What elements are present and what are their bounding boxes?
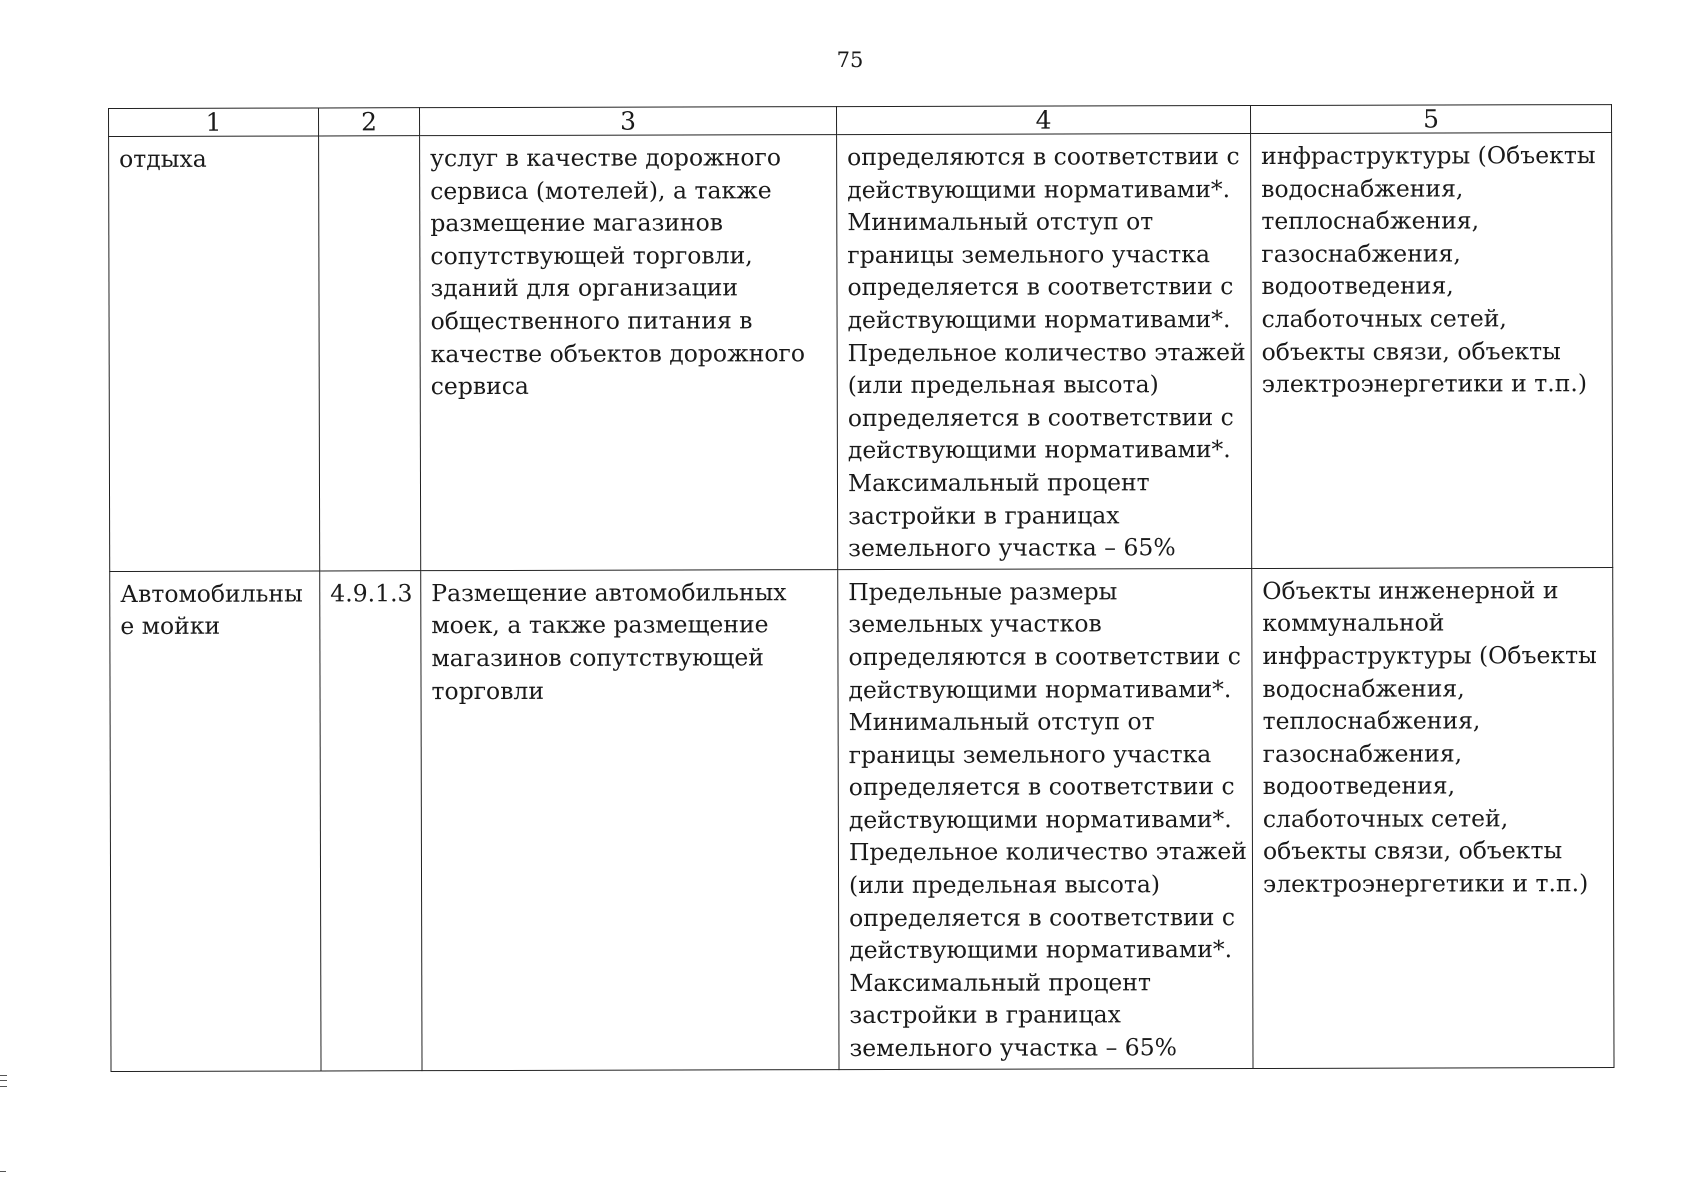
column-header-5: 5 (1250, 105, 1611, 134)
cell-text-line: теплоснабжения, (1262, 706, 1481, 736)
cell-text-line: действующими нормативами*. (847, 435, 1231, 465)
cell-text-line: слаботочных сетей, (1261, 304, 1507, 333)
cell-text-line: действующими нормативами*. (849, 935, 1233, 965)
cell-text-line: действующими нормативами*. (848, 674, 1232, 704)
cell-text-line: водоотведения, (1261, 271, 1454, 301)
cell-text-line: теплоснабжения, (1261, 206, 1480, 236)
cell-text-line: определяется в соответствии с (847, 402, 1234, 432)
cell-text-line: границы земельного участка (847, 239, 1211, 269)
cell-text-line: водоснабжения, (1262, 673, 1465, 703)
cell-text-line: земельных участков (848, 609, 1102, 639)
cell-text-line: Предельные размеры (848, 577, 1118, 606)
cell-text-line: услуг в качестве дорожного (430, 143, 782, 173)
cell-text-line: слаботочных сетей, (1262, 804, 1509, 833)
cell-text-line: водоотведения, (1262, 771, 1456, 801)
cell-text-line: Минимальный отступ от (848, 707, 1155, 737)
cell-text-line: электроэнергетики и т.п.) (1261, 369, 1588, 399)
margin-dash (0, 1171, 6, 1172)
cell-text-line: размещение магазинов (430, 208, 723, 238)
cell-infrastructure (1252, 567, 1614, 1068)
cell-text-line: качестве объектов дорожного (430, 338, 805, 368)
column-header-4: 4 (836, 106, 1250, 135)
cell-text-line: определяется в соответствии с (848, 772, 1235, 802)
cell-text-line: электроэнергетики и т.п.) (1262, 869, 1589, 899)
table-row (110, 567, 1614, 1071)
cell-text-line: магазинов сопутствующей (431, 643, 764, 673)
table-header-row (109, 105, 1612, 137)
cell-text-line: общественного питания в (430, 306, 753, 336)
cell-text-line: Предельное количество этажей (847, 337, 1246, 367)
cell-parameters (837, 134, 1252, 570)
cell-text-line: отдыха (119, 144, 207, 173)
cell-text-line: Предельное количество этажей (848, 837, 1247, 867)
cell-text-line: земельного участка – 65% (849, 1033, 1178, 1063)
column-header-3: 3 (420, 107, 837, 136)
cell-text-line: е мойки (120, 612, 221, 641)
cell-text-line: моек, а также размещение (431, 610, 769, 640)
cell-text-line: сопутствующей торговли, (430, 241, 753, 270)
margin-mark (0, 1075, 7, 1087)
cell-text-line: сервиса (мотелей), а также (430, 175, 772, 205)
cell-text-line: Автомобильны (120, 579, 303, 608)
cell-code (320, 570, 422, 1070)
cell-text-line: торговли (431, 676, 545, 705)
cell-text-line: инфраструктуры (Объекты (1262, 641, 1597, 670)
cell-parameters (838, 568, 1253, 1069)
cell-code (319, 136, 421, 571)
cell-text-line: определяется в соответствии с (847, 272, 1234, 302)
cell-text-line: действующими нормативами*. (847, 174, 1231, 204)
cell-text-line: определяются в соответствии с (848, 641, 1241, 671)
cell-text-line: границы земельного участка (848, 739, 1212, 769)
cell-use-name (110, 571, 321, 1071)
cell-text-line: водоснабжения, (1261, 174, 1464, 203)
column-header-2: 2 (319, 108, 420, 136)
cell-use-name (109, 136, 320, 571)
page-number: 75 (836, 48, 864, 72)
cell-text-line: газоснабжения, (1261, 239, 1461, 268)
cell-text-line: Максимальный процент (847, 468, 1150, 498)
cell-text-line: Максимальный процент (849, 968, 1151, 997)
cell-text-line: Объекты инженерной и (1262, 575, 1559, 605)
cell-text-line: зданий для организации (430, 273, 739, 303)
cell-text-line: объекты связи, объекты (1261, 336, 1561, 366)
cell-text-line: застройки в границах (849, 1000, 1121, 1030)
cell-text-line: определяется в соответствии с (849, 902, 1236, 932)
cell-text-line: Минимальный отступ от (847, 207, 1154, 237)
cell-description (420, 135, 838, 571)
cell-infrastructure (1251, 133, 1613, 569)
cell-text-line: инфраструктуры (Объекты (1261, 141, 1596, 170)
cell-text-line: Размещение автомобильных (431, 577, 787, 607)
cell-text-line: действующими нормативами*. (848, 804, 1232, 834)
cell-text-line: (или предельная высота) (847, 370, 1159, 400)
cell-description (421, 569, 839, 1070)
cell-text-line: коммунальной (1262, 608, 1445, 638)
table-row (109, 133, 1613, 572)
cell-text-line: застройки в границах (848, 500, 1120, 530)
land-use-table (108, 104, 1615, 1072)
cell-text-line: определяются в соответствии с (847, 142, 1240, 172)
cell-text-line: действующими нормативами*. (847, 305, 1231, 335)
cell-text-line: сервиса (430, 372, 529, 401)
cell-text-line: объекты связи, объекты (1262, 836, 1563, 866)
column-header-1: 1 (109, 108, 319, 137)
cell-text-line: 4.9.1.3 (330, 578, 413, 608)
cell-text-line: земельного участка – 65% (848, 533, 1176, 563)
cell-text-line: (или предельная высота) (849, 870, 1161, 900)
cell-text-line: газоснабжения, (1262, 739, 1463, 768)
